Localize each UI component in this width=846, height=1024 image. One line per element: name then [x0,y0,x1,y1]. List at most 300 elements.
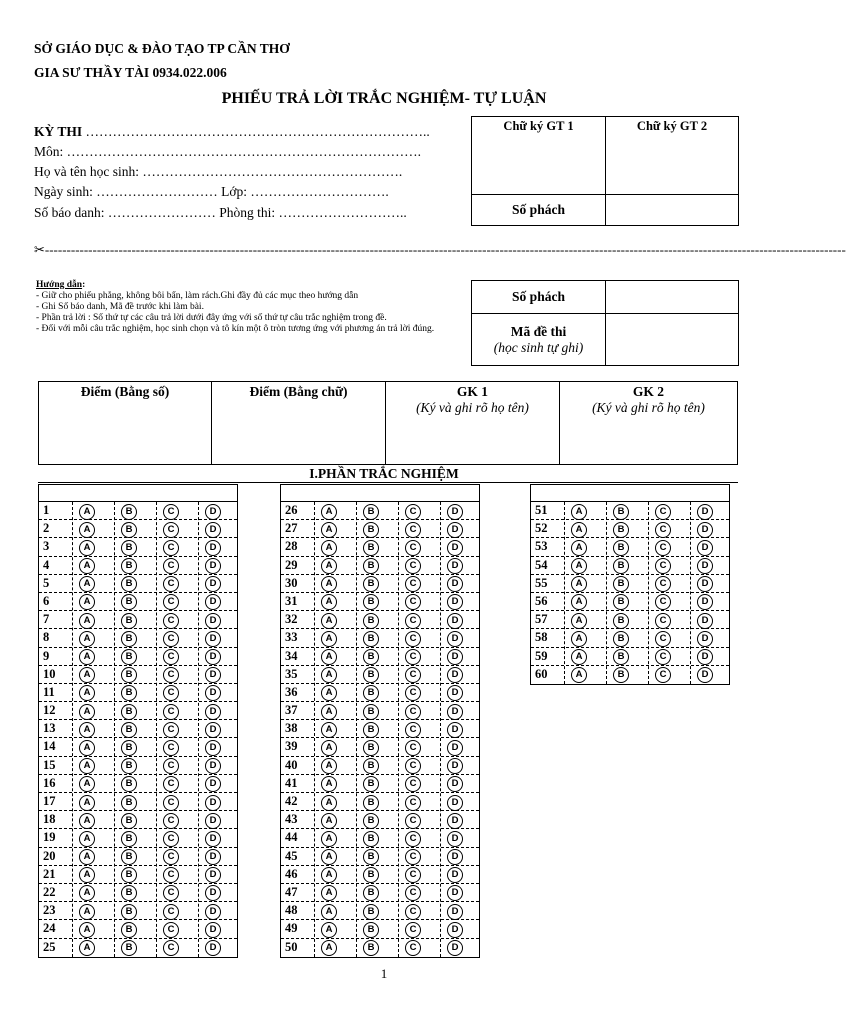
question-number: 40 [285,757,298,772]
answer-bubble-a[interactable]: A [321,522,337,538]
answer-bubble-d[interactable]: D [697,649,713,665]
question-number: 16 [43,775,56,790]
answer-bubble-b[interactable]: B [121,594,137,610]
answer-bubble-d[interactable]: D [447,631,463,647]
answer-bubble-a[interactable]: A [321,722,337,738]
answer-bubble-a[interactable]: A [571,558,587,574]
answer-bubble-a[interactable]: A [321,649,337,665]
answer-bubble-b[interactable]: B [363,740,379,756]
answer-bubble-b[interactable]: B [613,576,629,592]
answer-bubble-c[interactable]: C [405,940,421,956]
answer-bubble-a[interactable]: A [321,758,337,774]
answer-bubble-d[interactable]: D [205,576,221,592]
answer-bubble-c[interactable]: C [405,649,421,665]
cut-line: ✂----------------------------------------------------------------------------------------------------------------------------------------------------------------------------------------- [34,242,846,257]
question-number: 17 [43,794,56,808]
question-number: 6 [43,593,50,608]
answer-bubble-a[interactable]: A [321,940,337,956]
answer-bubble-b[interactable]: B [121,504,137,520]
answer-bubble-b[interactable]: B [363,522,379,538]
answer-bubble-b[interactable]: B [121,540,137,556]
answer-bubble-a[interactable]: A [321,576,337,592]
answer-bubble-a[interactable]: A [321,813,337,829]
answer-bubble-d[interactable]: D [447,849,463,865]
so-phach-value-cell-2[interactable] [606,281,739,314]
answer-bubble-d[interactable]: D [447,795,463,811]
answer-bubble-d[interactable]: D [205,831,221,847]
answer-bubble-a[interactable]: A [571,522,587,538]
question-row [39,557,237,575]
answer-bubble-a[interactable]: A [571,631,587,647]
answer-bubble-b[interactable]: B [363,540,379,556]
answer-bubble-a[interactable]: A [321,831,337,847]
question-row [281,684,479,702]
answer-bubble-d[interactable]: D [447,649,463,665]
answer-bubble-d[interactable]: D [447,540,463,556]
score-words-label: Điểm (Bằng chữ) [249,384,348,399]
answer-bubble-c[interactable]: C [405,795,421,811]
answer-bubble-b[interactable]: B [121,776,137,792]
answer-bubble-d[interactable]: D [205,849,221,865]
score-number-cell[interactable] [39,382,212,465]
question-number: 11 [43,684,55,699]
answer-bubble-c[interactable]: C [405,522,421,538]
answer-bubble-d[interactable]: D [205,594,221,610]
answer-bubble-c[interactable]: C [163,576,179,592]
answer-bubble-d[interactable]: D [447,831,463,847]
gt2-label: Chữ ký GT 2 [636,119,708,133]
answer-bubble-b[interactable]: B [613,522,629,538]
question-number: 51 [535,503,548,517]
question-row [281,538,479,556]
answer-bubble-a[interactable]: A [79,631,95,647]
answer-bubble-c[interactable]: C [163,667,179,683]
answer-bubble-a[interactable]: A [321,904,337,920]
answer-bubble-b[interactable]: B [363,649,379,665]
answer-bubble-d[interactable]: D [447,867,463,883]
answer-bubble-c[interactable]: C [163,831,179,847]
answer-bubble-a[interactable]: A [571,649,587,665]
answer-bubble-b[interactable]: B [121,649,137,665]
answer-bubble-d[interactable]: D [447,813,463,829]
answer-bubble-d[interactable]: D [447,885,463,901]
answer-bubble-d[interactable]: D [447,922,463,938]
answer-bubble-a[interactable]: A [79,922,95,938]
answer-bubble-a[interactable]: A [321,667,337,683]
answer-bubble-a[interactable]: A [79,504,95,520]
question-number: 41 [285,775,298,790]
answer-bubble-b[interactable]: B [613,504,629,520]
answer-bubble-d[interactable]: D [205,540,221,556]
answer-bubble-c[interactable]: C [405,740,421,756]
question-row [531,557,729,575]
answer-bubble-b[interactable]: B [363,704,379,720]
answer-bubble-b[interactable]: B [121,885,137,901]
answer-bubble-b[interactable]: B [613,631,629,647]
question-number: 38 [285,721,298,736]
answer-bubble-c[interactable]: C [655,576,671,592]
answer-bubble-b[interactable]: B [363,849,379,865]
answer-bubble-c[interactable]: C [655,540,671,556]
answer-bubble-b[interactable]: B [121,904,137,920]
answer-bubble-c[interactable]: C [405,904,421,920]
answer-bubble-c[interactable]: C [655,504,671,520]
answer-bubble-c[interactable]: C [163,522,179,538]
answer-bubble-b[interactable]: B [121,940,137,956]
answer-bubble-a[interactable]: A [79,558,95,574]
question-number: 7 [43,612,50,627]
answer-bubble-c[interactable]: C [163,704,179,720]
answer-bubble-a[interactable]: A [79,758,95,774]
answer-bubble-c[interactable]: C [163,613,179,629]
answer-bubble-d[interactable]: D [205,795,221,811]
question-number: 56 [535,593,548,608]
answer-bubble-a[interactable]: A [571,576,587,592]
question-row [281,757,479,775]
answer-bubble-b[interactable]: B [121,831,137,847]
ky-thi-field[interactable] [34,124,430,140]
answer-bubble-d[interactable]: D [205,631,221,647]
answer-column-header [531,485,729,502]
answer-bubble-a[interactable]: A [79,885,95,901]
answer-bubble-c[interactable]: C [163,940,179,956]
answer-bubble-d[interactable]: D [447,758,463,774]
answer-bubble-c[interactable]: C [163,685,179,701]
answer-bubble-d[interactable]: D [447,722,463,738]
question-row [531,593,729,611]
mon-field[interactable]: Môn: ……………………………………………………………………. [34,144,422,159]
answer-bubble-b[interactable]: B [363,867,379,883]
page-title: PHIẾU TRẢ LỜI TRẮC NGHIỆM- TỰ LUẬN [221,90,547,107]
question-number: 27 [285,521,298,536]
answer-bubble-c[interactable]: C [405,704,421,720]
answer-bubble-b[interactable]: B [613,667,629,683]
answer-bubble-d[interactable]: D [205,522,221,538]
student-name-field[interactable]: Họ và tên học sinh: …………………………………………………. [34,164,403,179]
answer-bubble-d[interactable]: D [447,740,463,756]
answer-bubble-b[interactable]: B [363,813,379,829]
answer-bubble-d[interactable]: D [205,776,221,792]
gk2-cell[interactable] [560,382,738,465]
answer-bubble-a[interactable]: A [79,904,95,920]
answer-bubble-a[interactable]: A [321,795,337,811]
answer-bubble-b[interactable]: B [363,685,379,701]
answer-bubble-d[interactable]: D [447,613,463,629]
gt1-label: Chữ ký GT 1 [503,119,574,133]
answer-bubble-b[interactable]: B [613,649,629,665]
answer-bubble-a[interactable]: A [79,594,95,610]
answer-bubble-a[interactable]: A [79,649,95,665]
question-number: 19 [43,830,56,845]
answer-bubble-c[interactable]: C [405,722,421,738]
question-number: 47 [285,884,298,899]
answer-bubble-a[interactable]: A [321,776,337,792]
answer-bubble-d[interactable]: D [447,776,463,792]
answer-bubble-b[interactable]: B [121,867,137,883]
score-words-cell[interactable] [212,382,386,465]
answer-bubble-a[interactable]: A [79,685,95,701]
answer-bubble-a[interactable]: A [79,867,95,883]
org-name: SỞ GIÁO DỤC & ĐÀO TẠO TP CẦN THƠ [34,41,290,56]
question-number: 1 [43,503,50,517]
candidate-room-field[interactable]: Số báo danh: …………………… Phòng thi: ……………………….. [34,205,407,220]
answer-bubble-a[interactable]: A [79,540,95,556]
answer-bubble-c[interactable]: C [163,867,179,883]
answer-bubble-a[interactable]: A [571,613,587,629]
answer-bubble-c[interactable]: C [655,667,671,683]
answer-bubble-d[interactable]: D [205,722,221,738]
answer-bubble-d[interactable]: D [205,758,221,774]
answer-bubble-c[interactable]: C [405,776,421,792]
answer-bubble-b[interactable]: B [121,722,137,738]
answer-bubble-b[interactable]: B [363,904,379,920]
answer-bubble-c[interactable]: C [163,504,179,520]
answer-bubble-b[interactable]: B [363,504,379,520]
answer-bubble-a[interactable]: A [571,540,587,556]
answer-bubble-d[interactable]: D [447,685,463,701]
answer-bubble-b[interactable]: B [121,849,137,865]
answer-bubble-b[interactable]: B [121,795,137,811]
ma-de-note: (học sinh tự ghi) [493,339,584,355]
answer-bubble-b[interactable]: B [363,667,379,683]
question-number: 23 [43,903,56,918]
answer-bubble-b[interactable]: B [121,685,137,701]
answer-bubble-d[interactable]: D [205,685,221,701]
answer-bubble-a[interactable]: A [79,813,95,829]
answer-bubble-a[interactable]: A [79,776,95,792]
answer-bubble-a[interactable]: A [79,940,95,956]
answer-bubble-c[interactable]: C [163,922,179,938]
answer-bubble-c[interactable]: C [405,558,421,574]
answer-bubble-c[interactable]: C [163,795,179,811]
answer-bubble-b[interactable]: B [363,922,379,938]
answer-bubble-d[interactable]: D [447,558,463,574]
answer-bubble-d[interactable]: D [447,504,463,520]
answer-bubble-c[interactable]: C [163,631,179,647]
answer-bubble-c[interactable]: C [405,831,421,847]
question-row [281,648,479,666]
answer-bubble-d[interactable]: D [447,704,463,720]
answer-bubble-c[interactable]: C [163,649,179,665]
answer-bubble-d[interactable]: D [205,922,221,938]
answer-bubble-b[interactable]: B [613,613,629,629]
answer-bubble-b[interactable]: B [121,922,137,938]
answer-bubble-d[interactable]: D [697,522,713,538]
answer-bubble-d[interactable]: D [697,667,713,683]
gk1-cell[interactable] [386,382,560,465]
answer-bubble-c[interactable]: C [405,922,421,938]
answer-bubble-d[interactable]: D [205,740,221,756]
answer-bubble-c[interactable]: C [405,813,421,829]
answer-bubble-a[interactable]: A [79,831,95,847]
tutor-info: GIA SƯ THẦY TÀI 0934.022.006 [34,65,227,80]
answer-bubble-a[interactable]: A [79,667,95,683]
answer-bubble-b[interactable]: B [363,594,379,610]
answer-bubble-b[interactable]: B [363,558,379,574]
question-number: 37 [285,703,298,718]
answer-bubble-a[interactable]: A [79,849,95,865]
answer-bubble-c[interactable]: C [655,613,671,629]
answer-bubble-a[interactable]: A [321,558,337,574]
answer-bubble-c[interactable]: C [405,631,421,647]
ma-de-value-cell[interactable] [606,314,739,366]
answer-bubble-c[interactable]: C [655,558,671,574]
answer-bubble-c[interactable]: C [163,904,179,920]
answer-bubble-a[interactable]: A [79,722,95,738]
answer-bubble-b[interactable]: B [363,795,379,811]
answer-bubble-b[interactable]: B [121,631,137,647]
question-number: 36 [285,684,298,699]
answer-bubble-b[interactable]: B [613,594,629,610]
answer-bubble-c[interactable]: C [405,758,421,774]
answer-bubble-c[interactable]: C [405,540,421,556]
answer-bubble-b[interactable]: B [363,722,379,738]
answer-bubble-b[interactable]: B [363,885,379,901]
answer-bubble-d[interactable]: D [697,504,713,520]
answer-bubble-b[interactable]: B [363,940,379,956]
answer-bubble-a[interactable]: A [321,704,337,720]
answer-bubble-d[interactable]: D [205,649,221,665]
answer-bubble-a[interactable]: A [321,740,337,756]
answer-bubble-c[interactable]: C [163,594,179,610]
answer-bubble-a[interactable]: A [571,594,587,610]
answer-bubble-a[interactable]: A [79,613,95,629]
answer-bubble-a[interactable]: A [321,631,337,647]
answer-bubble-a[interactable]: A [321,540,337,556]
answer-bubble-a[interactable]: A [79,522,95,538]
answer-bubble-c[interactable]: C [405,504,421,520]
answer-bubble-d[interactable]: D [205,940,221,956]
gt2-signature-cell[interactable] [606,117,739,195]
answer-bubble-b[interactable]: B [363,576,379,592]
answer-bubble-c[interactable]: C [405,613,421,629]
answer-bubble-d[interactable]: D [205,504,221,520]
answer-bubble-c[interactable]: C [655,631,671,647]
section-divider [38,482,738,483]
answer-bubble-c[interactable]: C [163,740,179,756]
answer-bubble-c[interactable]: C [163,722,179,738]
answer-bubble-d[interactable]: D [205,904,221,920]
answer-bubble-d[interactable]: D [447,940,463,956]
answer-bubble-c[interactable]: C [163,558,179,574]
answer-bubble-a[interactable]: A [321,885,337,901]
answer-bubble-a[interactable]: A [321,504,337,520]
answer-bubble-a[interactable]: A [321,685,337,701]
answer-bubble-b[interactable]: B [363,613,379,629]
answer-bubble-a[interactable]: A [79,795,95,811]
answer-bubble-c[interactable]: C [655,522,671,538]
answer-bubble-b[interactable]: B [121,613,137,629]
answer-bubble-a[interactable]: A [321,867,337,883]
answer-bubble-c[interactable]: C [405,849,421,865]
question-row [281,920,479,938]
answer-bubble-c[interactable]: C [405,867,421,883]
answer-bubble-d[interactable]: D [447,576,463,592]
answer-bubble-a[interactable]: A [321,613,337,629]
answer-bubble-a[interactable]: A [321,594,337,610]
question-row [531,502,729,520]
so-phach-value-cell[interactable] [606,195,739,226]
answer-bubble-d[interactable]: D [697,576,713,592]
answer-bubble-d[interactable]: D [697,594,713,610]
answer-bubble-b[interactable]: B [121,740,137,756]
answer-bubble-b[interactable]: B [121,522,137,538]
question-number: 5 [43,575,50,590]
answer-bubble-b[interactable]: B [121,558,137,574]
answer-bubble-c[interactable]: C [405,594,421,610]
answer-bubble-d[interactable]: D [697,540,713,556]
answer-bubble-b[interactable]: B [363,631,379,647]
answer-bubble-c[interactable]: C [163,813,179,829]
answer-bubble-b[interactable]: B [363,831,379,847]
answer-bubble-b[interactable]: B [121,704,137,720]
answer-bubble-d[interactable]: D [205,885,221,901]
question-row [281,902,479,920]
answer-bubble-a[interactable]: A [79,576,95,592]
answer-bubble-d[interactable]: D [205,667,221,683]
question-number: 9 [43,648,50,663]
answer-bubble-b[interactable]: B [121,667,137,683]
dob-class-field[interactable]: Ngày sinh: ……………………… Lớp: …………………………. [34,184,389,199]
answer-bubble-c[interactable]: C [163,776,179,792]
answer-bubble-d[interactable]: D [205,613,221,629]
answer-bubble-b[interactable]: B [613,558,629,574]
answer-bubble-d[interactable]: D [205,867,221,883]
answer-bubble-c[interactable]: C [163,540,179,556]
question-row [39,738,237,756]
guide-line: - Giữ cho phiếu phẳng, không bôi bẩn, làm rách.Ghi đầy đủ các mục theo hướng dẫn [36,291,359,301]
answer-bubble-d[interactable]: D [447,594,463,610]
answer-bubble-a[interactable]: A [321,922,337,938]
answer-bubble-d[interactable]: D [697,631,713,647]
answer-bubble-c[interactable]: C [655,649,671,665]
answer-bubble-b[interactable]: B [613,540,629,556]
answer-bubble-b[interactable]: B [363,758,379,774]
answer-bubble-d[interactable]: D [205,813,221,829]
answer-bubble-b[interactable]: B [121,758,137,774]
question-row [39,757,237,775]
gt1-signature-cell[interactable] [472,117,606,195]
answer-bubble-c[interactable]: C [163,885,179,901]
answer-bubble-b[interactable]: B [121,813,137,829]
answer-bubble-c[interactable]: C [405,685,421,701]
answer-bubble-a[interactable]: A [79,704,95,720]
answer-bubble-a[interactable]: A [321,849,337,865]
answer-bubble-c[interactable]: C [163,758,179,774]
question-number: 14 [43,739,56,754]
answer-bubble-d[interactable]: D [447,904,463,920]
answer-bubble-b[interactable]: B [121,576,137,592]
answer-bubble-d[interactable]: D [205,558,221,574]
answer-bubble-d[interactable]: D [697,558,713,574]
answer-bubble-d[interactable]: D [205,704,221,720]
answer-bubble-a[interactable]: A [79,740,95,756]
answer-bubble-c[interactable]: C [405,667,421,683]
answer-bubble-c[interactable]: C [405,885,421,901]
answer-bubble-d[interactable]: D [447,522,463,538]
answer-bubble-c[interactable]: C [655,594,671,610]
answer-bubble-a[interactable]: A [571,504,587,520]
answer-bubble-d[interactable]: D [697,613,713,629]
question-number: 54 [535,557,548,572]
question-row [531,629,729,647]
answer-bubble-c[interactable]: C [405,576,421,592]
answer-bubble-a[interactable]: A [571,667,587,683]
answer-bubble-c[interactable]: C [163,849,179,865]
answer-bubble-b[interactable]: B [363,776,379,792]
question-row [281,738,479,756]
answer-bubble-d[interactable]: D [447,667,463,683]
